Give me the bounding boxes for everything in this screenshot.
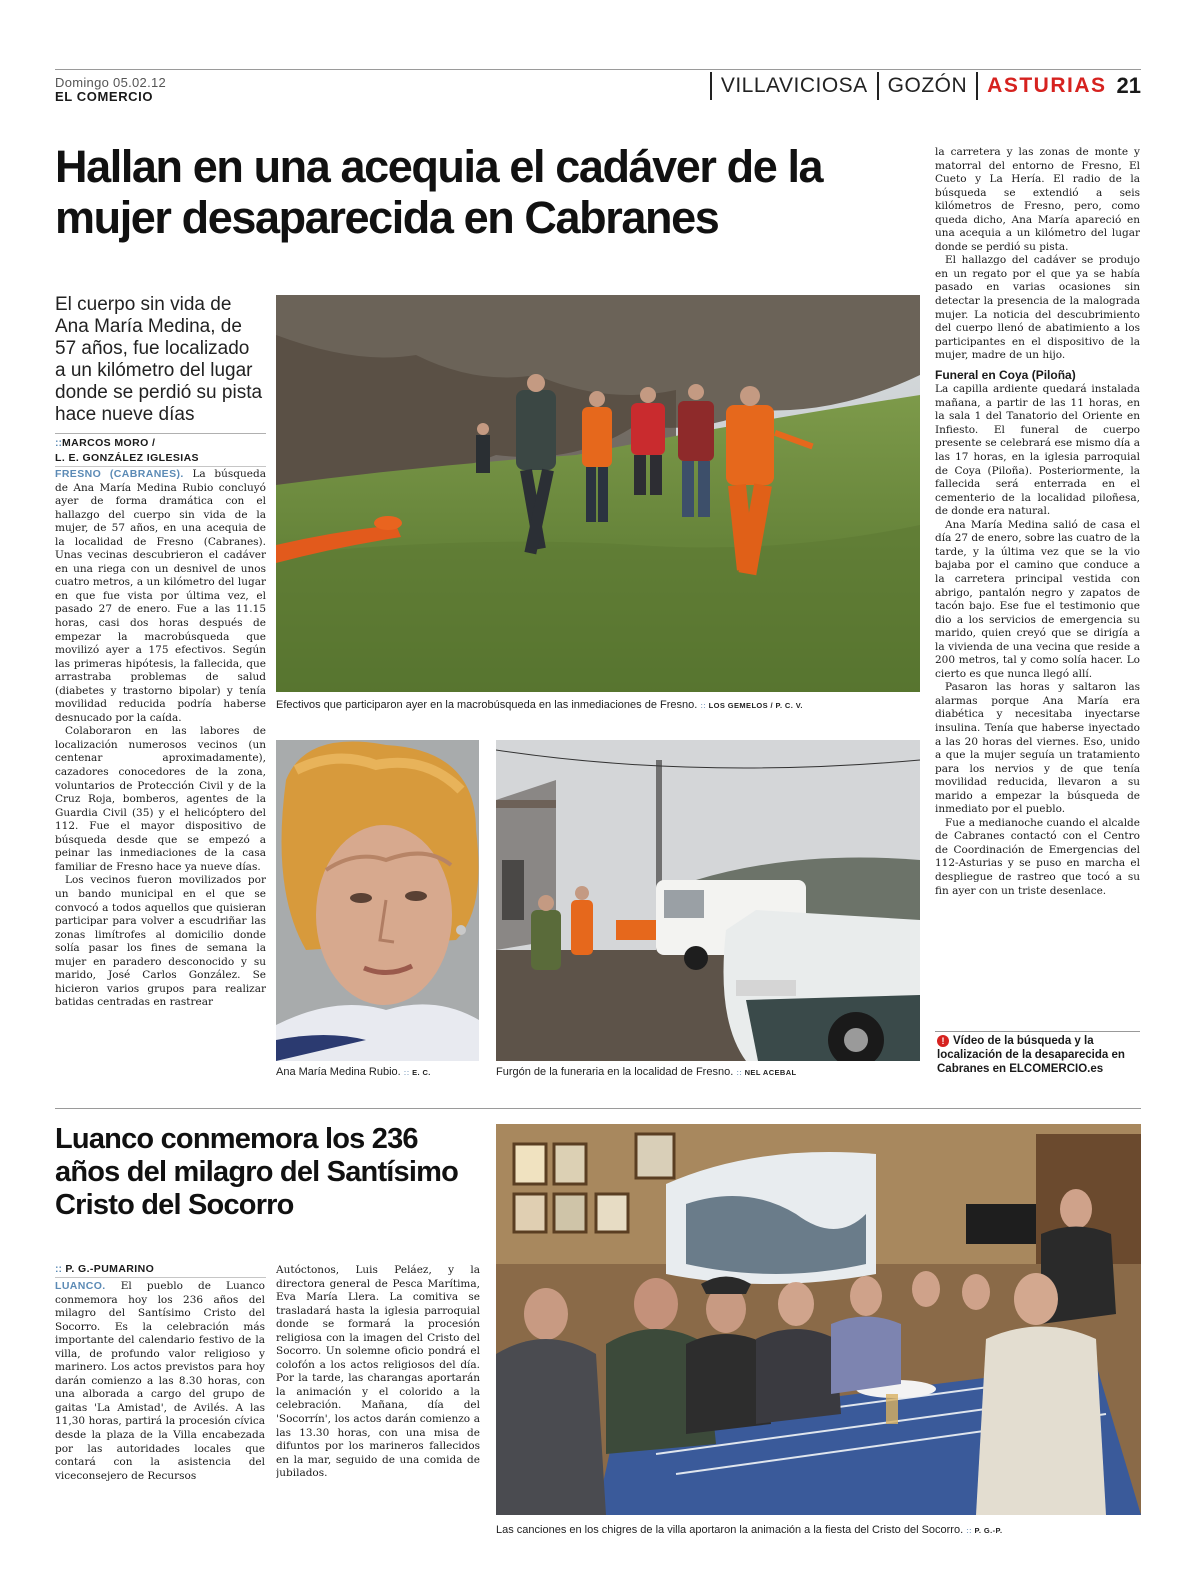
photo4-caption: Las canciones en los chigres de la villa aportaron la animación a la fiesta del Cristo del Socorro.: [496, 1524, 964, 1536]
photo4-credit: P. G.-P.: [974, 1526, 1003, 1535]
article1-byline: ::MARCOS MORO / L. E. GONZÁLEZ IGLESIAS: [55, 436, 266, 467]
video-link-text[interactable]: Vídeo de la búsqueda y la localización de la desaparecida en Cabranes en ELCOMERCIO.es: [937, 1035, 1125, 1075]
paragraph: Autóctonos, Luis Peláez, y la directora general de Pesca Marítima, Eva María Llera. La comitiva se trasladará hasta la iglesia parroquial donde se formará la procesión religiosa con la imagen del Cristo del Socorro. Un solemne oficio pondrá el colofón a los actos religiosos del día. Por la tarde, las charangas aportarán la animación y el colorido a la celebración. Mañana, día del 'Socorrín', los actos darán comienzo a las 13.30 horas, con una misa de difuntos por los marineros fallecidos en la mar, seguido de una comida de jubilados.: [276, 1264, 480, 1480]
photo4-caption-line: Las canciones en los chigres de la villa aportaron la animación a la fiesta del Cristo del Socorro. :: P. G.-P.: [496, 1524, 1003, 1536]
article1-column-1: [55, 468, 266, 1080]
info-icon: !: [937, 1035, 949, 1047]
section-divider: [710, 72, 712, 100]
byline-author-2: L. E. GONZÁLEZ IGLESIAS: [55, 451, 266, 467]
paragraph: Fue a medianoche cuando el alcalde de Cabranes contactó con el Centro de Coordinación de Emergencias del 112-Asturias y se puso en marcha el despliegue de rastreo que tocó a su fin ayer con un triste desenlace.: [935, 816, 1140, 897]
photo1-caption-line: Efectivos que participaron ayer en la macrobúsqueda en las inmediaciones de Fresno. :: LOS GEMELOS / P. C. V.: [276, 699, 803, 711]
top-rule: [55, 69, 1141, 70]
photo-bar-celebration: [496, 1124, 1141, 1515]
info-rule: [935, 1031, 1140, 1032]
paragraph: El hallazgo del cadáver se produjo en un regato por el que ya se había pasado en varias ocasiones sin detectar la presencia de la malograda mujer. La noticia del descubrimiento del cuerpo llenó de abatimiento a los participantes en el dispositivo de la mujer, madre de un hijo.: [935, 254, 1140, 362]
photo1-credit: LOS GEMELOS / P. C. V.: [708, 701, 803, 710]
photo2-caption-line: Ana María Medina Rubio. :: E. C.: [276, 1066, 431, 1078]
newspaper-name: EL COMERCIO: [55, 89, 154, 104]
paragraph: La capilla ardiente quedará instalada mañana, a partir de las 11 horas, en la sala 1 del Tanatorio del Oriente en Infiesto. El funeral de cuerpo presente se celebrará ese mismo día a las 17 horas, en la iglesia parroquial de Coya (Piloña). Posteriormente, la fallecida será enterrada en el cementerio de la localidad piloñesa, de donde era natural.: [935, 383, 1140, 518]
article1-column-3: [935, 146, 1140, 1026]
byline-author-1: MARCOS MORO /: [62, 437, 156, 449]
video-link-box[interactable]: [937, 1034, 1142, 1076]
section-subtitle: Funeral en Coya (Piloña): [935, 367, 1076, 382]
paragraph: Ana María Medina salió de casa el día 27 de enero, sobre las cuatro de la tarde, y la última vez que se la vio bajaba por el camino que conduce a la carretera principal vestida con abrigo, pantalón negro y zapatos de tacón bajo. Ese fue el testimonio que dio a los servicios de emergencia su marido, quien creyó que se dirigía a la vivienda de una vecina que reside a 200 metros, tal y como solía hacer. Lo cierto es que nunca llegó allí.: [935, 518, 1140, 680]
dateline: LUANCO.: [55, 1280, 106, 1292]
paragraph: La búsqueda de Ana María Medina Rubio concluyó ayer de forma dramática con el hallazgo del cuerpo sin vida de la mujer, de 57 años, en una acequia de la localidad de Fresno (Cabranes). Unas vecinas descubrieron el cadáver en una riega con un desnivel de unos cuatro metros, a un kilómetro del lugar en que fue vista por última vez, el pasado 27 de enero. Fue a las 11.15 horas, casi dos horas después de empezar la macrobúsqueda que movilizó ayer a 175 efectivos. Según las primeras hipótesis, la fallecida, que arrastraba problemas de salud (diabetes y trastorno bipolar) y tenía movilidad reducida podría haberse desnucado por la caída.: [55, 468, 266, 724]
photo3-caption: Furgón de la funeraria en la localidad de Fresno.: [496, 1066, 734, 1078]
section-divider: [976, 72, 978, 100]
region-label: ASTURIAS: [987, 74, 1107, 97]
paragraph: la carretera y las zonas de monte y matorral del entorno de Fresno, El Cueto y La Hería. El radio de la búsqueda se extendió a seis kilómetros de Fresno, pero, como queda dicho, Ana María apareció en una acequia a un kilómetro del lugar donde se perdió su pista.: [935, 146, 1140, 253]
section-header: [701, 72, 1141, 100]
article2-column-2: [276, 1264, 480, 1540]
paragraph: Colaboraron en las labores de localización numerosos vecinos (un centenar aproximadamente), cazadores conocedores de la zona, voluntarios de Protección Civil y de la Cruz Roja, bomberos, agentes de la Guardia Civil (35) y el helicóptero del 112. Fue el mayor dispositivo de búsqueda desde que se empezó a peinar las inmediaciones de la casa familiar de Fresno hace ya nueve días.: [55, 725, 266, 873]
section-divider: [877, 72, 879, 100]
photo2-caption: Ana María Medina Rubio.: [276, 1066, 401, 1078]
dateline: FRESNO (CABRANES).: [55, 468, 184, 480]
photo3-credit: NEL ACEBAL: [744, 1068, 797, 1077]
section-villaviciosa: VILLAVICIOSA: [720, 74, 868, 97]
photo2-credit: E. C.: [412, 1068, 431, 1077]
issue-date: Domingo 05.02.12: [55, 75, 167, 90]
article2-byline: :: P. G.-PUMARINO: [55, 1262, 266, 1278]
main-headline: Hallan en una acequia el cadáver de la mujer desaparecida en Cabranes: [55, 141, 823, 243]
photo3-caption-line: Furgón de la funeraria en la localidad de Fresno. :: NEL ACEBAL: [496, 1066, 797, 1078]
article2-column-1: [55, 1280, 265, 1540]
photo-search-teams: [276, 295, 920, 692]
section-divider-rule: [55, 1108, 1141, 1109]
byline-author: P. G.-PUMARINO: [65, 1263, 155, 1275]
section-gozon: GOZÓN: [887, 74, 968, 97]
photo-funeral-van: [496, 740, 920, 1061]
paragraph: Pasaron las horas y saltaron las alarmas porque Ana María era diabética y necesitaba inyectarse insulina. Tenía que haberse inyectado a las 20 horas del viernes. Eso, unido a que la mujer seguía un tratamiento para los nervios y de que tenía movilidad reducida, llevaron a su marido a empezar la búsqueda de inmediato por el pueblo.: [935, 681, 1140, 816]
byline-rule: [55, 433, 266, 434]
article2-headline: Luanco conmemora los 236 años del milagro del Santísimo Cristo del Socorro: [55, 1123, 459, 1221]
paragraph: El pueblo de Luanco conmemora hoy los 236 años del milagro del Santísimo Cristo del Socorro. Es la celebración más importante del calendario festivo de la villa, de profundo valor religioso y marinero. Los actos previstos para hoy darán comienzo a las 8.30 horas, con una alborada a cargo del grupo de gaitas 'La Amistad', de Avilés. A las 11,30 horas, partirá la procesión cívica desde la plaza de la Villa encabezada por las autoridades locales que contará con la asistencia del viceconsejero de Recursos: [55, 1280, 265, 1482]
article1-subhead: El cuerpo sin vida de Ana María Medina, de 57 años, fue localizado a un kilómetro del lugar donde se perdió su pista hace nueve días: [55, 294, 263, 425]
paragraph: Los vecinos fueron movilizados por un bando municipal en el que se convocó a todos aquellos que quisieran participar para volver a escudriñar las zonas limítrofes al domicilio donde solía pasar los fines de semana la mujer en paradero desconocido y su marido, José Carlos González. Se hicieron varios grupos para realizar batidas centradas en rastrear: [55, 874, 266, 1009]
page-number: 21: [1116, 73, 1141, 98]
photo1-caption: Efectivos que participaron ayer en la macrobúsqueda en las inmediaciones de Fresno.: [276, 699, 698, 711]
photo-portrait: [276, 740, 479, 1061]
